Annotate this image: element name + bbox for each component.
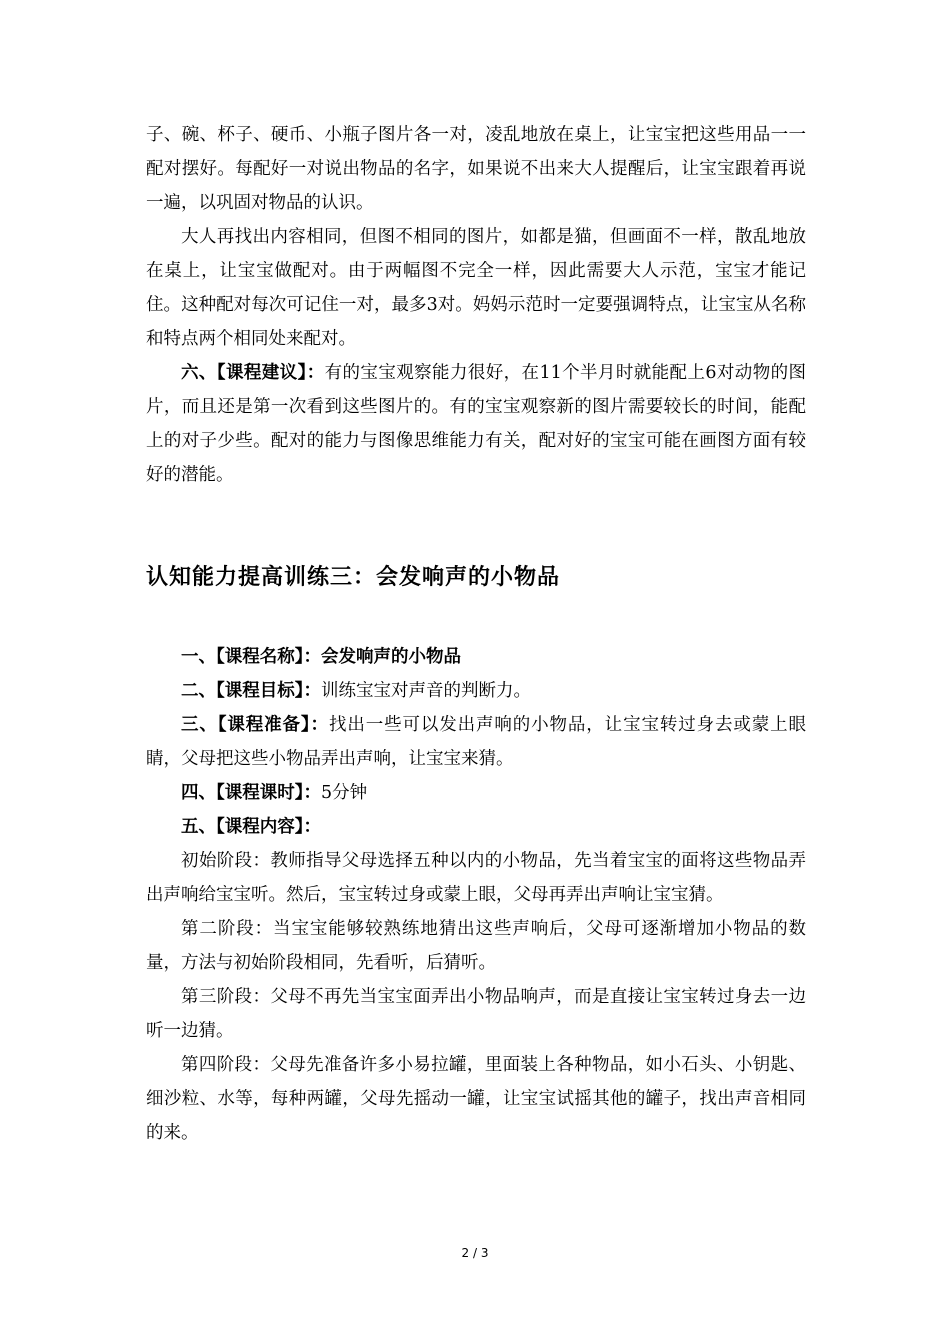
course-content-line — [146, 810, 806, 844]
course-name-line — [146, 640, 806, 674]
section-label-name: 一、【课程名称】： — [181, 647, 321, 667]
section-label-suggestion: 六、【课程建议】： — [181, 363, 325, 383]
paragraph-different-images: 大人再找出内容相同，但图不相同的图片，如都是猫，但画面不一样，散乱地放在桌上，让宝宝做配对。由于两幅图不完全一样，因此需要大人示范，宝宝才能记住。这种配对每次可记住一对，最多3对。妈妈示范时一定要强调特点，让宝宝从名称和特点两个相同处来配对。 — [146, 227, 806, 349]
stage-two: 第二阶段：当宝宝能够较熟练地猜出这些声响后，父母可逐渐增加小物品的数量，方法与初始阶段相同，先看听，后猜听。 — [146, 919, 806, 973]
course-prep-line — [146, 708, 806, 776]
paragraph-course-suggestion — [146, 356, 806, 492]
section-label-prep: 三、【课程准备】： — [181, 715, 329, 735]
text-block-top — [146, 118, 806, 492]
page-number: 2 / 3 — [461, 1246, 489, 1260]
stage-initial: 初始阶段：教师指导父母选择五种以内的小物品，先当着宝宝的面将这些物品弄出声响给宝宝听。然后，宝宝转过身或蒙上眼，父母再弄出声响让宝宝猜。 — [146, 851, 806, 905]
course-goal-line — [146, 674, 806, 708]
course-duration-line — [146, 776, 806, 810]
stage-four: 第四阶段：父母先准备许多小易拉罐，里面装上各种物品，如小石头、小钥匙、细沙粒、水等，每种两罐，父母先摇动一罐，让宝宝试摇其他的罐子，找出声音相同的来。 — [146, 1055, 806, 1143]
paragraph-continued: 子、碗、杯子、硬币、小瓶子图片各一对，凌乱地放在桌上，让宝宝把这些用品一一配对摆好。每配好一对说出物品的名字，如果说不出来大人提醒后，让宝宝跟着再说一遍，以巩固对物品的认识。 — [146, 125, 806, 213]
course-prep-value: 找出一些可以发出声响的小物品，让宝宝转过身去或蒙上眼睛，父母把这些小物品弄出声响，让宝宝来猜。 — [146, 715, 807, 769]
section-label-goal: 二、【课程目标】： — [181, 681, 321, 701]
stage-three: 第三阶段：父母不再先当宝宝面弄出小物品响声，而是直接让宝宝转过身去一边听一边猜。 — [146, 987, 806, 1041]
text-block-bottom — [146, 640, 806, 1150]
course-duration-value: 5分钟 — [321, 783, 368, 803]
course-goal-value: 训练宝宝对声音的判断力。 — [321, 681, 531, 701]
course-name-value: 会发响声的小物品 — [321, 647, 461, 667]
section-label-duration: 四、【课程课时】： — [181, 783, 321, 803]
suggestion-text: 有的宝宝观察能力很好，在11个半月时就能配上6对动物的图片，而且还是第一次看到这些图片的。有的宝宝观察新的图片需要较长的时间，能配上的对子少些。配对的能力与图像思维能力有关，配对好的宝宝可能在画图方面有较好的潜能。 — [146, 363, 806, 485]
section-heading: 认知能力提高训练三：会发响声的小物品 — [146, 565, 561, 590]
section-label-content: 五、【课程内容】： — [181, 817, 321, 837]
